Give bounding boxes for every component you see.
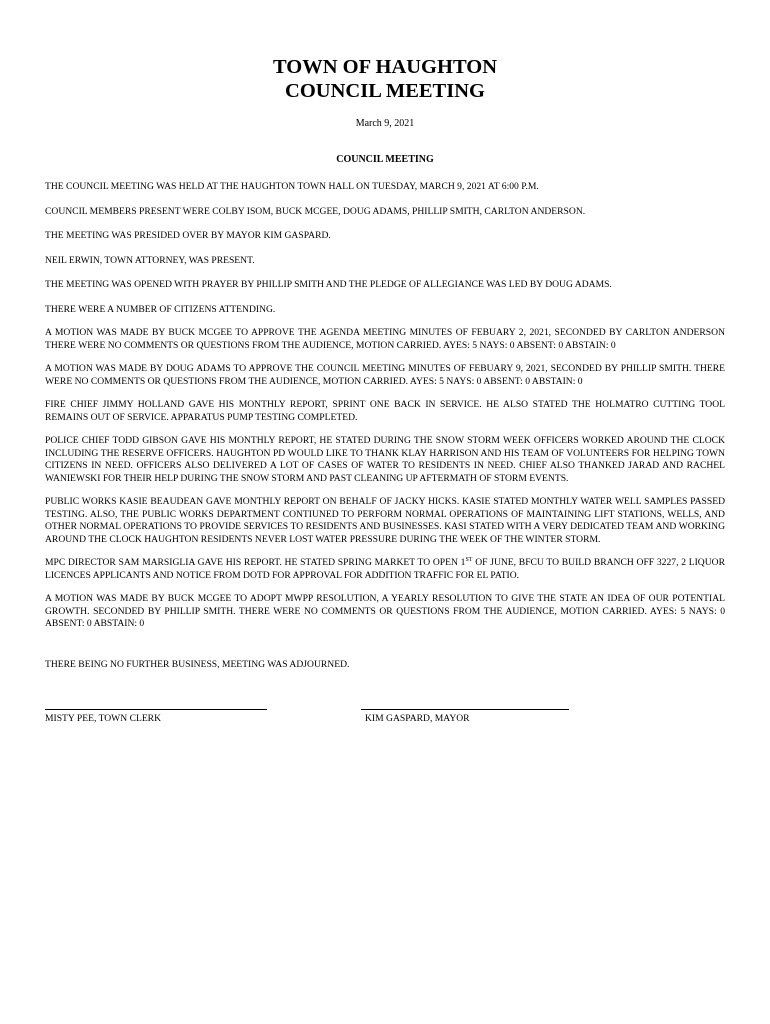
title-line-2: COUNCIL MEETING	[285, 80, 485, 102]
minutes-paragraph: NEIL ERWIN, TOWN ATTORNEY, WAS PRESENT.	[45, 254, 255, 266]
minutes-paragraph: THE COUNCIL MEETING WAS HELD AT THE HAUGHTON TOWN HALL ON TUESDAY, MARCH 9, 2021 AT 6:00 P.M.	[45, 181, 539, 192]
clerk-name: MISTY PEE, TOWN CLERK	[45, 713, 162, 724]
clerk-signature	[45, 698, 267, 725]
ordinal-superscript: ST	[465, 556, 473, 563]
final-motion-paragraph: A MOTION WAS MADE BY BUCK MCGEE TO ADOPT MWPP RESOLUTION, A YEARLY RESOLUTION TO GIVE THE STATE AN IDEA OF OUR POTENTIAL GROWTH. SECONDED BY PHILLIP SMITH. THERE WERE NO COMMENTS OR QUESTIONS FROM THE AUDIENCE, MOTION CARRIED. AYES: 5 NAYS: 0 ABSENT: 0 ABSTAIN: 0	[45, 593, 725, 629]
mayor-name: KIM GASPARD, MAYOR	[365, 713, 470, 724]
minutes-paragraph: THE MEETING WAS OPENED WITH PRAYER BY PHILLIP SMITH AND THE PLEDGE OF ALLEGIANCE WAS LED BY DOUG ADAMS.	[45, 279, 612, 290]
mayor-signature	[361, 698, 569, 725]
minutes-paragraph: A MOTION WAS MADE BY DOUG ADAMS TO APPROVE THE COUNCIL MEETING MINUTES OF FEBUARY 9, 2021, SECONDED BY PHILLIP SMITH. THERE WERE NO COMMENTS OR QUESTIONS FROM THE AUDIENCE, MOTION CARRIED. AYES: 5 NAYS: 0 ABSENT: 0 ABSTAIN: 0	[45, 363, 725, 387]
minutes-paragraph: POLICE CHIEF TODD GIBSON GAVE HIS MONTHLY REPORT, HE STATED DURING THE SNOW STORM WEEK OFFICERS WORKED AROUND THE CLOCK INCLUDING THE RESERVE OFFICERS. HAUGHTON PD WOULD LIKE TO THANK KLAY HARRISON AND HIS TEAM OF VOLUNTEERS FOR HELPING TOWN CITIZENS IN NEED. OFFICERS ALSO DELIVERED A LOT OF CASES OF WATER TO RESIDENTS IN NEED. CHIEF ALSO THANKED JARAD AND RACHEL WANIEWSKI FOR THEIR HELP DURING THE SNOW STORM AND PAST CLEANING UP AFTERMATH OF STORM EVENTS.	[45, 435, 725, 484]
minutes-paragraph: THE MEETING WAS PRESIDED OVER BY MAYOR KIM GASPARD.	[45, 230, 331, 241]
signature-block	[45, 698, 725, 728]
minutes-paragraph: THERE WERE A NUMBER OF CITIZENS ATTENDING.	[45, 303, 276, 315]
minutes-paragraph: COUNCIL MEMBERS PRESENT WERE COLBY ISOM, BUCK MCGEE, DOUG ADAMS, PHILLIP SMITH, CARLTON ANDERSON.	[45, 205, 586, 217]
title-line-1: TOWN OF HAUGHTON	[272, 56, 497, 78]
document-page	[45, 55, 725, 671]
minutes-paragraph: PUBLIC WORKS KASIE BEAUDEAN GAVE MONTHLY REPORT ON BEHALF OF JACKY HICKS. KASIE STATED MONTHLY WATER WELL SAMPLES PASSED TESTING. ALSO, THE PUBLIC WORKS DEPARTMENT CONTIUNED TO PERFORM NORMAL OPERATIONS OF MAINTAINING LIFT STATIONS, WELLS, AND OTHER NORMAL OPERATIONS TO PROVIDE SERVICES TO RESIDENTS AND BUSINESSES. KASI STATED WITH A VERY DEDICATED TEAM AND WORKING AROUND THE CLOCK HAUGHTON RESIDENTS NEVER LOST WATER PRESSURE DURING THE WEEK OF THE WINTER STORM.	[45, 496, 725, 545]
clerk-signature-line	[45, 709, 267, 710]
mpc-text-after: OF JUNE, BFCU TO BUILD BRANCH OFF 3227, 2 LIQUOR LICENCES APPLICANTS AND NOTICE FROM DOTD FOR APPROVAL FOR ADDITION TRAFFIC FOR EL PATIO.	[45, 557, 725, 581]
minutes-paragraph: FIRE CHIEF JIMMY HOLLAND GAVE HIS MONTHLY REPORT, SPRINT ONE BACK IN SERVICE. HE ALSO STATED THE HOLMATRO CUTTING TOOL REMAINS OUT OF SERVICE. APPARATUS PUMP TESTING COMPLETED.	[45, 399, 725, 423]
mpc-text-before: MPC DIRECTOR SAM MARSIGLIA GAVE HIS REPORT. HE STATED SPRING MARKET TO OPEN 1	[45, 557, 466, 568]
section-heading: COUNCIL MEETING	[336, 154, 434, 165]
meeting-date: March 9, 2021	[355, 118, 415, 129]
closing-paragraph: THERE BEING NO FURTHER BUSINESS, MEETING WAS ADJOURNED.	[45, 658, 350, 670]
minutes-paragraph: A MOTION WAS MADE BY BUCK MCGEE TO APPROVE THE AGENDA MEETING MINUTES OF FEBUARY 2, 2021, SECONDED BY CARLTON ANDERSON THERE WERE NO COMMENTS OR QUESTIONS FROM THE AUDIENCE, MOTION CARRIED. AYES: 5 NAYS: 0 ABSENT: 0 ABSTAIN: 0	[45, 327, 725, 351]
mayor-signature-line	[361, 709, 569, 710]
document-title	[45, 55, 725, 103]
mpc-report-paragraph	[45, 557, 725, 582]
